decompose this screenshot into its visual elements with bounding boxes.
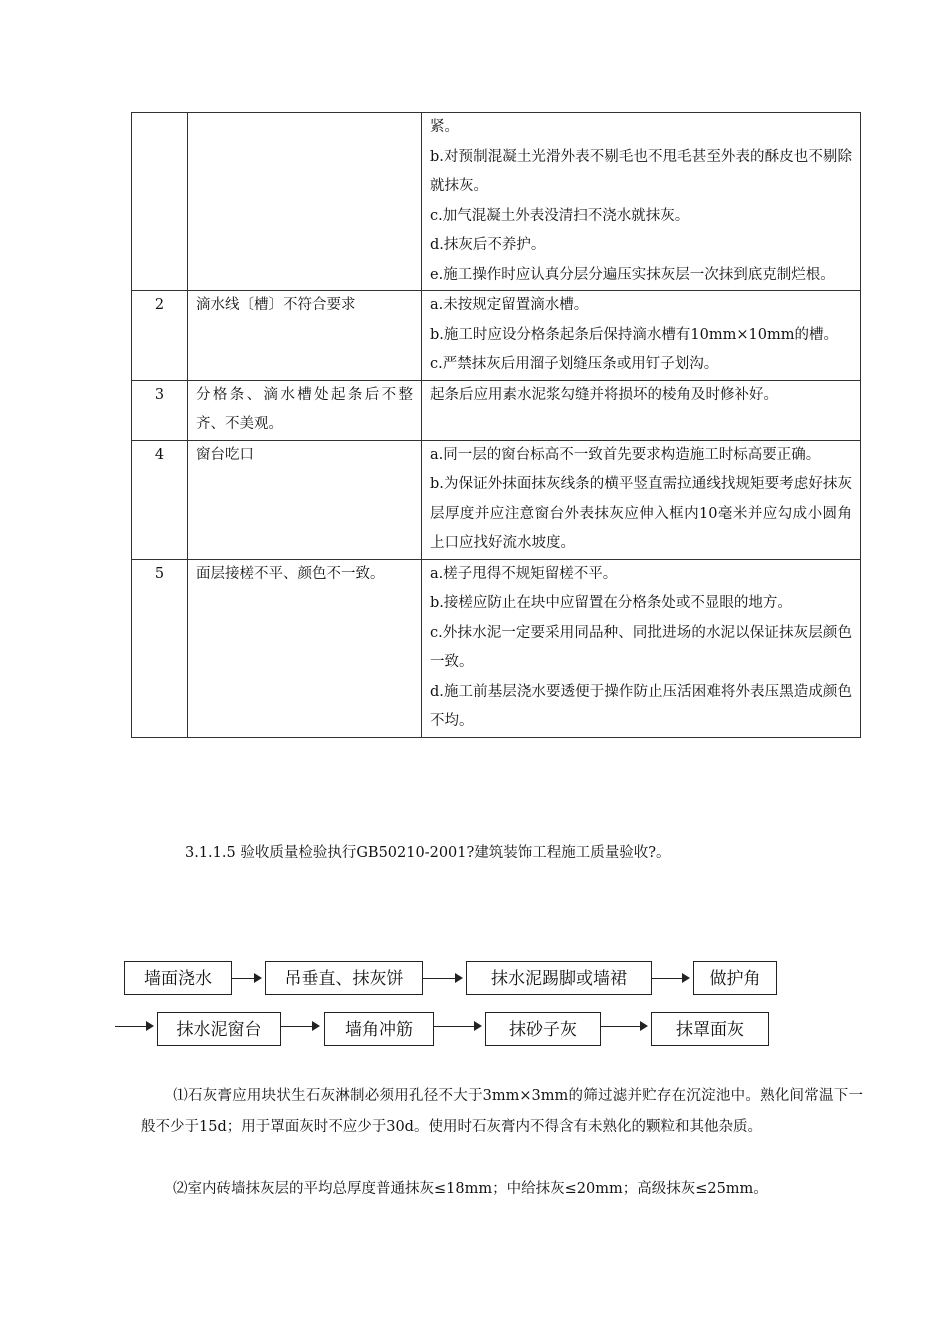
- row-number: 2: [132, 291, 188, 381]
- flow-arrow-icon: [423, 978, 461, 979]
- measure-item: b.接槎应防止在块中应留置在分格条处或不显眼的地方。: [430, 595, 792, 611]
- flow-step-6: 墙角冲筋: [324, 1012, 434, 1046]
- table-row: [132, 291, 861, 381]
- table-row: [132, 380, 861, 440]
- measure-item: e.施工操作时应认真分层分遍压实抹灰层一次抹到底克制烂根。: [430, 266, 835, 283]
- table-row: [132, 440, 861, 559]
- flow-step-4: 做护角: [693, 961, 777, 995]
- measure-item: a.槎子甩得不规矩留槎不平。: [430, 565, 618, 582]
- table-row: [132, 113, 861, 291]
- flow-arrow-icon: [601, 1026, 646, 1027]
- problem-cell: [188, 113, 422, 291]
- flow-arrow-icon: [281, 1026, 318, 1027]
- problem-cell: 窗台吃口: [188, 440, 422, 559]
- measures-cell: [422, 380, 861, 440]
- flow-arrow-icon: [232, 978, 260, 979]
- measure-item: c.外抹水泥一定要采用同品种、同批进场的水泥以保证抹灰层颜色一致。: [430, 624, 852, 670]
- flow-arrow-icon: [652, 978, 688, 979]
- table-row: [132, 559, 861, 737]
- acceptance-standard-note: 3.1.1.5 验收质量检验执行GB50210-2001?建筑装饰工程施工质量验收?。: [185, 845, 671, 861]
- flow-step-5: 抹水泥窗台: [157, 1012, 281, 1046]
- row-number: 3: [132, 380, 188, 440]
- measures-cell: [422, 440, 861, 559]
- flow-arrow-icon: [434, 1026, 480, 1027]
- measure-item: b.为保证外抹面抹灰线条的横平竖直需拉通线找规矩要考虑好抹灰层厚度并应注意窗台外表抹灰应伸入框内10毫米并应勾成小圆角上口应找好流水坡度。: [430, 476, 852, 551]
- flow-step-3: 抹水泥踢脚或墙裙: [466, 961, 652, 995]
- row-number: 5: [132, 559, 188, 737]
- quality-problem-table: [131, 112, 861, 738]
- measure-item: d.施工前基层浇水要透便于操作防止压活困难将外表压黑造成颜色不均。: [430, 683, 852, 729]
- paragraph-plaster-thickness: ⑵室内砖墙抹灰层的平均总厚度普通抹灰≤18mm；中给抹灰≤20mm；高级抹灰≤25mm。: [173, 1181, 768, 1197]
- flow-step-2: 吊垂直、抹灰饼: [265, 961, 423, 995]
- flow-step-1: 墙面浇水: [124, 961, 232, 995]
- problem-cell: 面层接槎不平、颜色不一致。: [188, 559, 422, 737]
- measure-item: 紧。: [430, 119, 459, 135]
- measure-item: c.严禁抹灰后用溜子划缝压条或用钉子划沟。: [430, 356, 719, 372]
- row-number: [132, 113, 188, 291]
- paragraph-lime-paste: ⑴石灰膏应用块状生石灰淋制必须用孔径不大于3mm×3mm的筛过滤并贮存在沉淀池中。熟化间常温下一般不少于15d；用于罩面灰时不应少于30d。使用时石灰膏内不得含有未熟化的颗粒和其他杂质。: [141, 1088, 863, 1135]
- measures-cell: [422, 559, 861, 737]
- measure-item: c.加气混凝土外表没清扫不浇水就抹灰。: [430, 207, 690, 224]
- flow-step-8: 抹罩面灰: [651, 1012, 769, 1046]
- measure-item: d.抹灰后不养护。: [430, 237, 546, 253]
- flow-arrow-icon: [115, 1026, 152, 1027]
- row-number: 4: [132, 440, 188, 559]
- measure-item: 起条后应用素水泥浆勾缝并将损坏的棱角及时修补好。: [430, 386, 778, 403]
- measure-item: a.未按规定留置滴水槽。: [430, 297, 589, 313]
- measure-item: b.对预制混凝土光滑外表不剔毛也不甩毛甚至外表的酥皮也不剔除就抹灰。: [430, 148, 852, 194]
- measure-item: a.同一层的窗台标高不一致首先要求构造施工时标高要正确。: [430, 446, 821, 463]
- measures-cell: [422, 113, 861, 291]
- measures-cell: [422, 291, 861, 381]
- measure-item: b.施工时应设分格条起条后保持滴水槽有10mm×10mm的槽。: [430, 326, 838, 343]
- problem-cell: 滴水线〔槽〕不符合要求: [188, 291, 422, 381]
- problem-cell: 分格条、滴水槽处起条后不整齐、不美观。: [188, 380, 422, 440]
- flow-step-7: 抹砂子灰: [485, 1012, 601, 1046]
